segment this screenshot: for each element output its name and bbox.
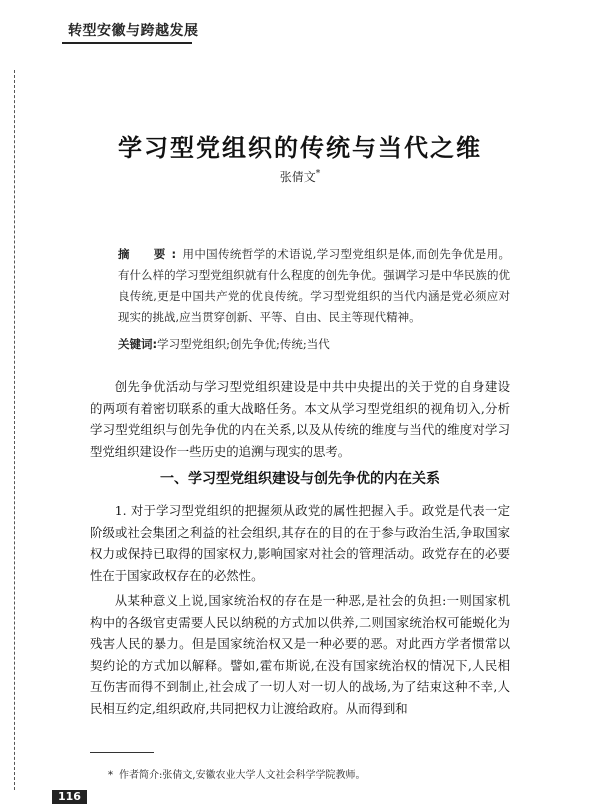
footnote [108, 766, 366, 781]
abstract [118, 244, 510, 328]
author-footnote-mark: * [315, 169, 321, 179]
keywords-text: 学习型党组织;创先争优;传统;当代 [157, 337, 330, 351]
body-paragraph: 1. 对于学习型党组织的把握须从政党的属性把握入手。政党是代表一定阶级或社会集团之利益的社会组织,其存在的目的在于参与政治生活,争取国家权力或保持已取得的国家权力,影响国家对社会的管理活动。政党存在的必要性在于国家政权存在的必然性。 [90, 503, 510, 583]
footnote-mark: * [108, 770, 113, 781]
running-header: 转型安徽与跨越发展 [68, 23, 199, 39]
intro-paragraph: 创先争优活动与学习型党组织建设是中共中央提出的关于党的自身建设的两项有着密切联系的重大战略任务。本文从学习型党组织的视角切入,分析学习型党组织与创先争优的内在关系,以及从传统的维度与当代的维度对学习型党组织建设作一些历史的追溯与现实的思考。 [90, 379, 510, 459]
footnote-rule [90, 752, 154, 753]
section-heading: 一、学习型党组织建设与创先争优的内在关系 [160, 471, 440, 487]
abstract-text: 用中国传统哲学的术语说,学习型党组织是体,而创先争优是用。有什么样的学习型党组织就有什么程度的创先争优。强调学习是中华民族的优良传统,更是中国共产党的优良传统。学习型党组织的当代内涵是党必须应对现实的挑战,应当贯穿创新、平等、自由、民主等现代精神。 [118, 247, 510, 324]
keywords [118, 334, 510, 354]
page-number: 116 [52, 790, 87, 804]
body-paragraph: 从某种意义上说,国家统治权的存在是一种恶,是社会的负担:一则国家机构中的各级官吏需要人民以纳税的方式加以供养,二则国家统治权可能蜕化为残害人民的暴力。但是国家统治权又是一种必要的恶。对此西方学者惯常以契约论的方式加以解释。譬如,霍布斯说,在没有国家统治权的情况下,人民相互伤害而得不到制止,社会成了一切人对一切人的战场,为了结束这种不幸,人民相互约定,组织政府,共同把权力让渡给政府。从而得到和 [90, 593, 510, 716]
abstract-label: 摘 要: [118, 247, 183, 261]
running-header-rule [62, 42, 192, 44]
author-name: 张倩文 [279, 170, 316, 184]
article-title: 学习型党组织的传统与当代之维 [118, 134, 482, 162]
author-line [0, 168, 600, 185]
keywords-label: 关键词: [118, 337, 158, 351]
footnote-text: 作者简介:张倩文,安徽农业大学人文社会科学学院教师。 [119, 770, 366, 781]
